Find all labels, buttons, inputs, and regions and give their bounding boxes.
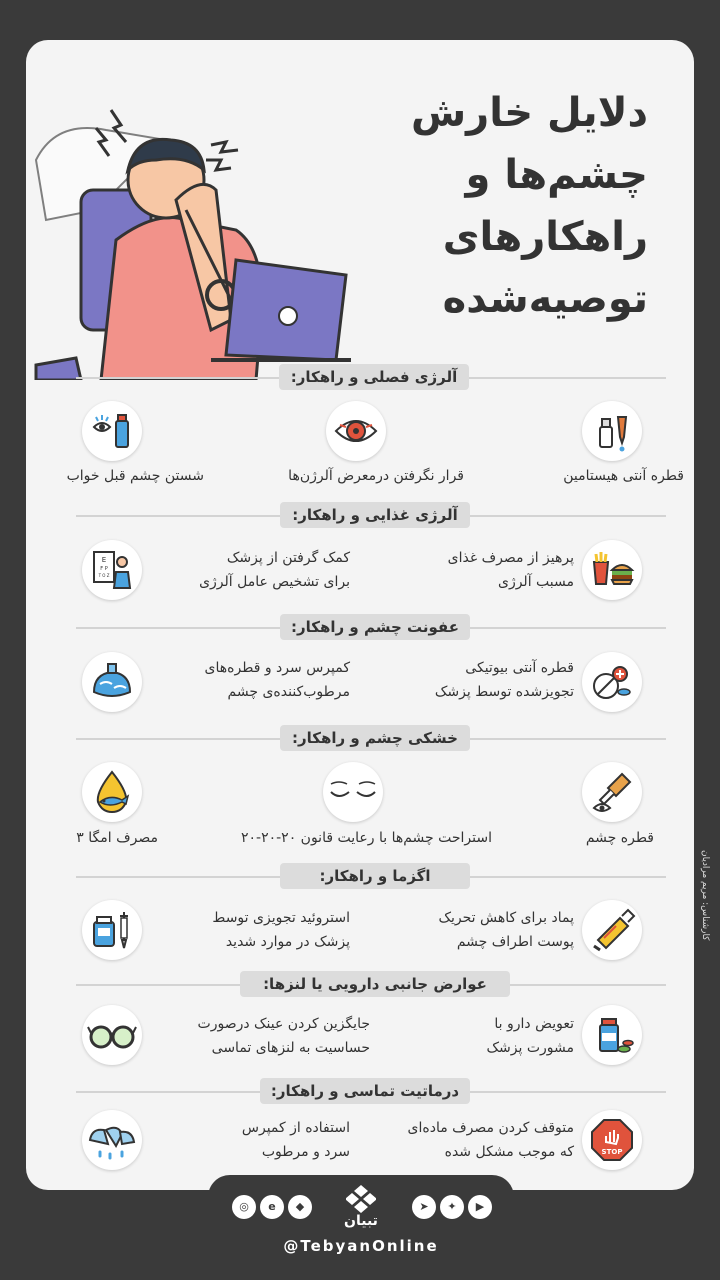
section-heading-seasonal-allergy: آلرژی فصلی و راهکار: bbox=[279, 364, 469, 390]
title-line: راهکارهای bbox=[442, 214, 648, 260]
steroid-injection-icon bbox=[82, 900, 142, 960]
glasses-icon bbox=[82, 1005, 142, 1065]
doctor-eye-chart-icon bbox=[82, 540, 142, 600]
item-line: کمک گرفتن از پزشک bbox=[226, 550, 350, 566]
item-avoid-allergens: قرار نگرفتن درمعرض آلرژن‌ها bbox=[288, 468, 464, 484]
svg-text:E: E bbox=[101, 556, 107, 564]
item-antibiotic-drops bbox=[374, 656, 574, 704]
item-prescribed-steroid bbox=[150, 906, 350, 954]
aparat-icon[interactable]: ▶ bbox=[468, 1195, 492, 1219]
antibiotic-pills-icon bbox=[582, 652, 642, 712]
item-change-medication bbox=[374, 1012, 574, 1060]
item-eye-drops: قطره چشم bbox=[585, 830, 654, 846]
item-line: حساسیت به لنزهای تماسی bbox=[211, 1040, 370, 1056]
footer bbox=[208, 1175, 514, 1275]
item-line: مرطوب‌کننده‌ی چشم bbox=[227, 684, 350, 700]
section-heading-drug-lens-side-effects: عوارض جانبی دارویی یا لنزها: bbox=[240, 971, 510, 997]
brand-name: تبیان bbox=[344, 1213, 378, 1229]
item-line: برای تشخیص عامل آلرژی bbox=[199, 574, 350, 590]
item-ointment bbox=[374, 906, 574, 954]
eitaa-icon[interactable]: e bbox=[260, 1195, 284, 1219]
item-line: پزشک در موارد شدید bbox=[225, 934, 350, 950]
section-heading-eczema: اگزما و راهکار: bbox=[280, 863, 470, 889]
medicine-bottle-icon bbox=[582, 1005, 642, 1065]
section-heading-food-allergy: آلرژی غذایی و راهکار: bbox=[280, 502, 470, 528]
tired-man-laptop-illustration bbox=[26, 80, 376, 380]
eye-drop-bottle-icon bbox=[582, 401, 642, 461]
item-line: مسبب آلرژی bbox=[497, 574, 574, 590]
item-stop-problem-substance bbox=[374, 1116, 574, 1164]
section-heading-eye-infection: عفونت چشم و راهکار: bbox=[280, 614, 470, 640]
item-replace-with-glasses bbox=[150, 1012, 370, 1060]
item-line: تعویض دارو با bbox=[494, 1016, 574, 1032]
item-line: متوقف کردن مصرف ماده‌ای bbox=[407, 1120, 574, 1136]
item-consult-doctor-allergy bbox=[150, 546, 350, 594]
item-line: جایگزین کردن عینک درصورت bbox=[197, 1016, 370, 1032]
item-line: کمپرس سرد و قطره‌های bbox=[204, 660, 350, 676]
item-line: سرد و مرطوب bbox=[261, 1144, 350, 1160]
section-heading-contact-dermatitis: درماتیت تماسی و راهکار: bbox=[260, 1078, 470, 1104]
item-line: پماد برای کاهش تحریک bbox=[438, 910, 574, 926]
eye-dropper-icon bbox=[582, 762, 642, 822]
title-line: دلایل خارش bbox=[410, 90, 648, 136]
twitter-icon[interactable]: ✦ bbox=[440, 1195, 464, 1219]
item-omega3: مصرف امگا ۳ bbox=[76, 830, 158, 846]
ointment-tube-icon bbox=[582, 900, 642, 960]
item-line: قطره آنتی بیوتیکی bbox=[465, 660, 574, 676]
ice-pack-icon bbox=[82, 652, 142, 712]
tebyan-logo-icon bbox=[346, 1183, 376, 1213]
main-title bbox=[348, 82, 648, 330]
section-heading-dry-eye: خشکی چشم و راهکار: bbox=[280, 725, 470, 751]
closed-eyes-icon bbox=[323, 762, 383, 822]
item-line: پرهیز از مصرف غذای bbox=[447, 550, 574, 566]
item-line: که موجب مشکل شده bbox=[444, 1144, 574, 1160]
item-avoid-allergen-food bbox=[374, 546, 574, 594]
telegram-icon[interactable]: ➤ bbox=[412, 1195, 436, 1219]
item-20-20-20-rule: استراحت چشم‌ها با رعایت قانون ۲۰-۲۰-۲۰ bbox=[240, 830, 492, 846]
item-line: پوست اطراف چشم bbox=[456, 934, 574, 950]
svg-text:STOP: STOP bbox=[601, 1148, 623, 1156]
title-line: چشم‌ها و bbox=[465, 152, 648, 198]
eye-wash-icon bbox=[82, 401, 142, 461]
item-line: استفاده از کمپرس bbox=[241, 1120, 350, 1136]
stop-sign-icon bbox=[582, 1110, 642, 1170]
svg-text:F P: F P bbox=[100, 566, 108, 572]
expert-credit: کارشناس: مریم مرادیان bbox=[700, 850, 710, 941]
social-handle[interactable]: @TebyanOnline bbox=[283, 1237, 439, 1255]
item-line: مشورت پزشک bbox=[486, 1040, 574, 1056]
wet-compress-icon bbox=[82, 1110, 142, 1170]
svg-text:T O Z: T O Z bbox=[98, 573, 110, 578]
title-line: توصیه‌شده bbox=[442, 276, 648, 322]
fast-food-icon bbox=[582, 540, 642, 600]
item-cold-compress-moisturizing-drops bbox=[150, 656, 350, 704]
infographic-card bbox=[26, 40, 694, 1190]
rubika-icon[interactable]: ◆ bbox=[288, 1195, 312, 1219]
item-antihistamine-drops: قطره آنتی هیستامین bbox=[563, 468, 684, 484]
item-wash-eyes-before-sleep: شستن چشم قبل خواب bbox=[66, 468, 204, 484]
item-cold-wet-compress bbox=[150, 1116, 350, 1164]
instagram-icon[interactable]: ◎ bbox=[232, 1195, 256, 1219]
item-line: استروئید تجویزی توسط bbox=[212, 910, 350, 926]
red-eye-icon bbox=[326, 401, 386, 461]
item-line: تجویزشده توسط پزشک bbox=[434, 684, 574, 700]
omega-fish-oil-icon bbox=[82, 762, 142, 822]
